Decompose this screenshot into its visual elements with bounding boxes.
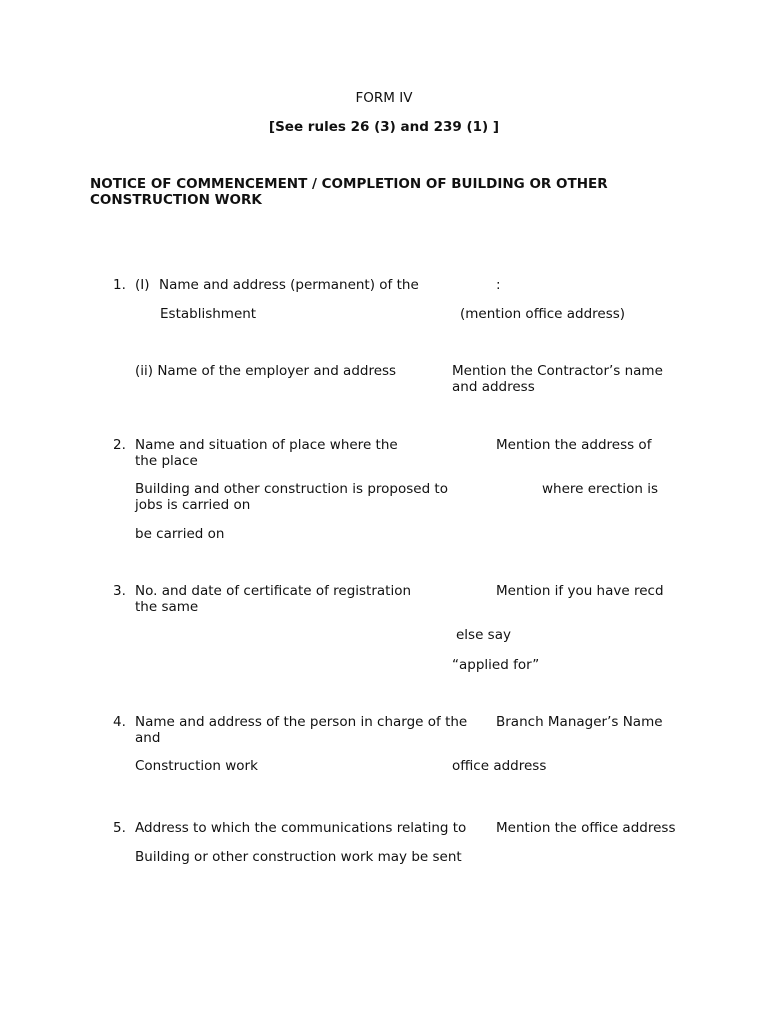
item-1-sub-i-label-line-2: Establishment: [160, 306, 257, 322]
item-2-label-line-3: Building and other construction is proposed to: [135, 481, 448, 497]
item-3-label-line-1: No. and date of certificate of registration: [135, 583, 412, 599]
item-2-answer-line-1: Mention the address of: [496, 437, 652, 453]
notice-title-line-2: CONSTRUCTION WORK: [90, 192, 262, 208]
item-5-number: 5.: [113, 820, 126, 836]
item-1-sub-i-label-line-1: Name and address (permanent) of the: [159, 277, 419, 293]
item-1-sub-i-colon: :: [496, 277, 501, 293]
item-4-answer-line-1: Branch Manager’s Name: [496, 714, 663, 730]
item-4-number: 4.: [113, 714, 126, 730]
item-3-answer-line-3: “applied for”: [452, 657, 540, 673]
item-4-label-line-1: Name and address of the person in charge of the: [135, 714, 468, 730]
item-2-label-line-5: be carried on: [135, 526, 225, 542]
item-2-number: 2.: [113, 437, 126, 453]
item-3-label-line-2: the same: [135, 599, 199, 615]
item-1-sub-ii-answer-line-1: Mention the Contractor’s name: [452, 363, 663, 379]
item-2-label-line-4: jobs is carried on: [135, 497, 251, 513]
item-2-answer-line-2: where erection is: [542, 481, 658, 497]
item-3-answer-line-1: Mention if you have recd: [496, 583, 664, 599]
item-2-label-line-1: Name and situation of place where the: [135, 437, 398, 453]
item-4-label-line-2: and: [135, 730, 161, 746]
item-1-sub-i-prefix: (I): [135, 277, 150, 293]
item-1-sub-i-answer: (mention office address): [460, 306, 626, 322]
item-3-answer-line-2: else say: [456, 627, 511, 643]
item-2-label-line-2: the place: [135, 453, 198, 469]
rules-reference: [See rules 26 (3) and 239 (1) ]: [268, 119, 500, 135]
item-1-number: 1.: [113, 277, 126, 293]
item-5-label-line-2: Building or other construction work may be sent: [135, 849, 462, 865]
item-3-number: 3.: [113, 583, 126, 599]
item-5-label-line-1: Address to which the communications relating to: [135, 820, 467, 836]
item-4-label-line-3: Construction work: [135, 758, 258, 774]
form-title: FORM IV: [355, 90, 413, 106]
item-5-answer-line-1: Mention the office address: [496, 820, 676, 836]
item-1-sub-ii-label: (ii) Name of the employer and address: [135, 363, 397, 379]
item-4-answer-line-2: office address: [452, 758, 547, 774]
item-1-sub-ii-answer-line-2: and address: [452, 379, 535, 395]
notice-title-line-1: NOTICE OF COMMENCEMENT / COMPLETION OF BUILDING OR OTHER: [90, 176, 608, 192]
